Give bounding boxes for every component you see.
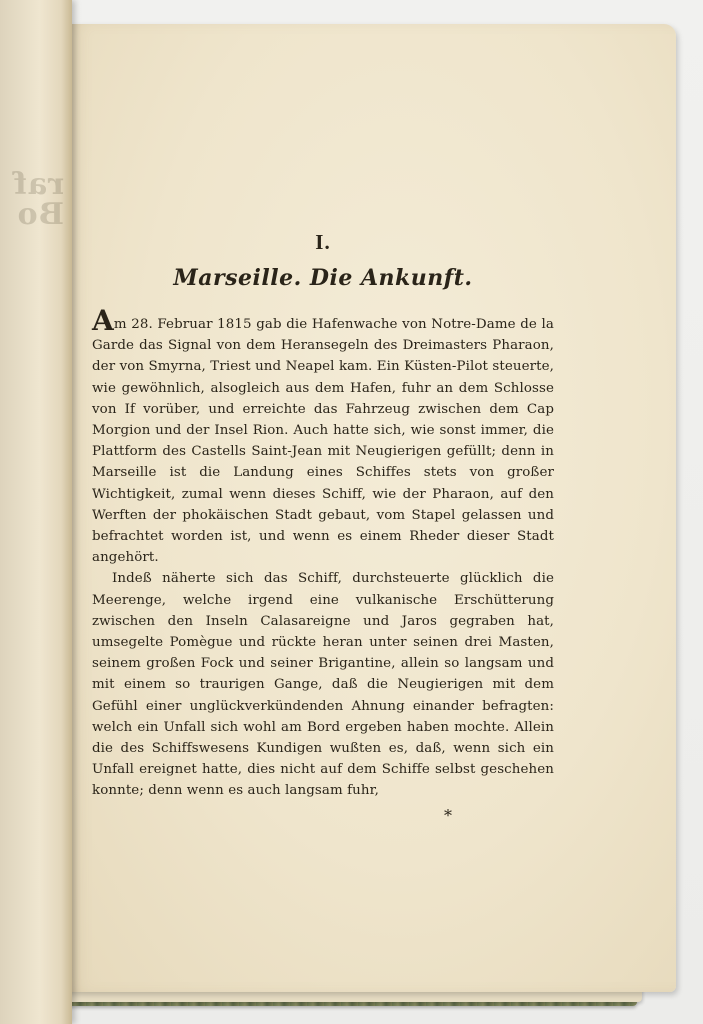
page-text (92, 230, 554, 825)
paragraph-1 (92, 304, 554, 568)
chapter-title: Marseille. Die Ankunft. (173, 265, 473, 291)
signature-mark: * (444, 805, 452, 825)
bleed-through-title: raf Bo (12, 167, 64, 232)
drop-cap: A (92, 304, 114, 337)
paragraph-1-text: m 28. Februar 1815 gab die Hafenwache von Notre-Dame de la Garde das Signal von dem Heransegeln des Dreimasters Pharaon, der von Smyrna, Triest und Neapel kam. Ein Küsten-Pilot steuerte, wie gewöhnlich, alsogleich aus dem Hafen, fuhr an dem Schlosse von If vorüber, und erreichte das Fahrzeug zwischen dem Cap Morgion und der Insel Rion. Auch hatte sich, wie sonst immer, die Plattform des Castells Saint-Jean mit Neugierigen gefüllt; denn in Marseille ist die Landung eines Schiffes stets von großer Wichtigkeit, zumal wenn dieses Schiff, wie der Pharaon, auf den Werften der phokäischen Stadt gebaut, vom Stapel gelassen und befrachtet worden ist, und wenn es einem Rheder dieser Stadt angehört. (92, 317, 554, 566)
paragraph-2: Indeß näherte sich das Schiff, durchsteuerte glücklich die Meerenge, welche irgend eine vulkanische Erschütterung zwischen den Inseln Calasareigne und Jaros gegraben hat, umsegelte Pomègue und rückte heran unter seinen drei Masten, seinem großen Fock und seiner Brigantine, allein so langsam und mit einem so traurigen Gange, daß die Neugierigen mit dem Gefühl einer unglückverkündenden Ahnung einander befragten: welch ein Unfall sich wohl am Bord ergeben haben mochte. Allein die des Schiffswesens Kundigen wußten es, daß, wenn sich ein Unfall ereignet hatte, dies nicht auf dem Schiffe selbst geschehen konnte; denn wenn es auch langsam fuhr, (92, 571, 554, 799)
previous-page-edge (0, 0, 72, 1024)
chapter-number: I. (315, 230, 331, 254)
